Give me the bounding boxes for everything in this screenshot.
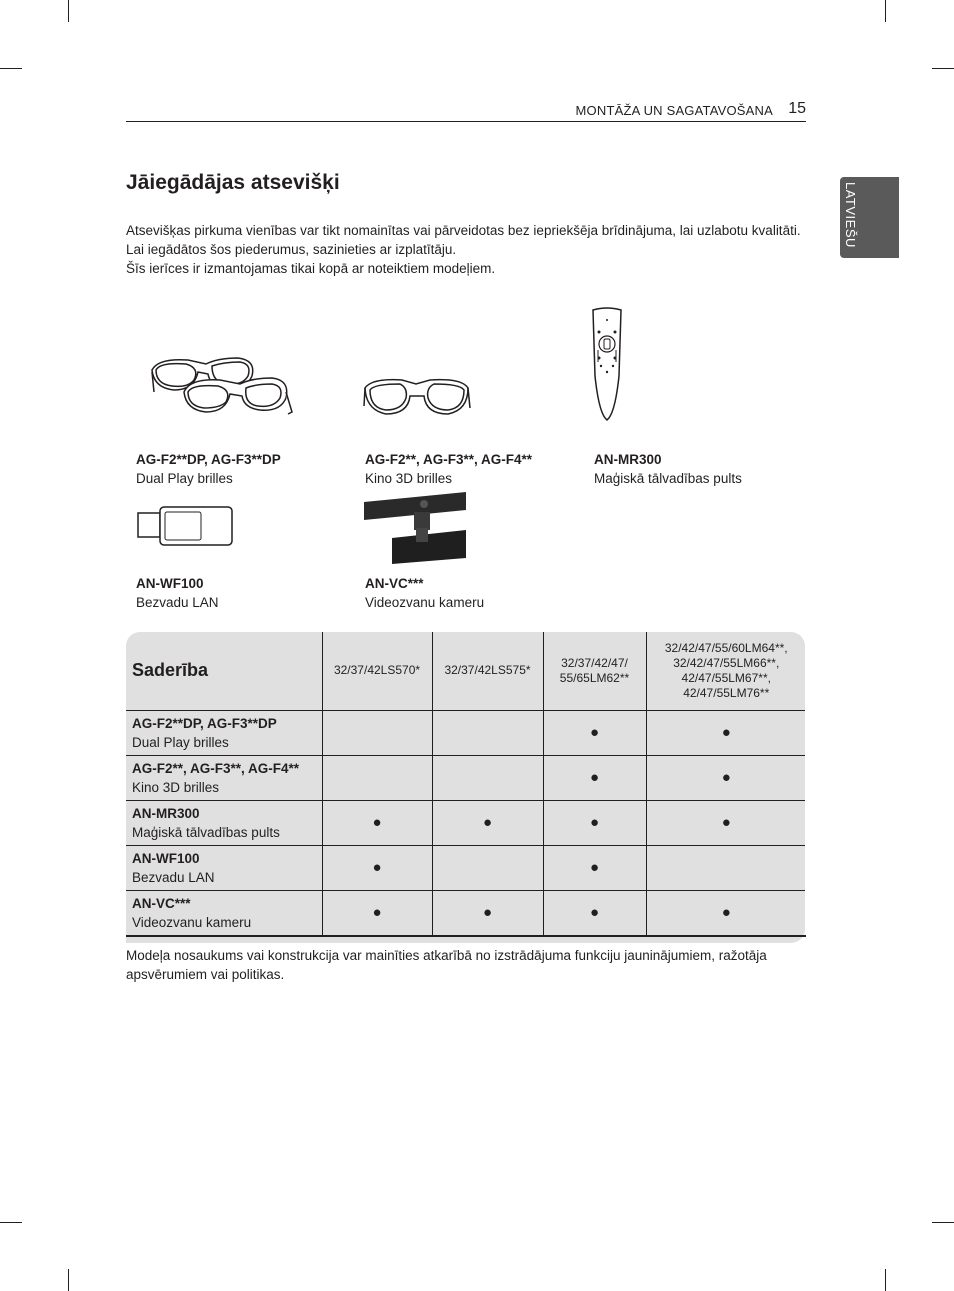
- cinema-3d-glasses-icon: [362, 376, 472, 426]
- page-number: 15: [788, 100, 806, 117]
- crop-mark: [885, 0, 886, 22]
- compatible-dot: ●: [322, 890, 432, 935]
- wireless-lan-dongle-icon: [137, 505, 234, 547]
- empty-cell: [322, 710, 432, 755]
- compatible-dot: ●: [432, 800, 543, 845]
- crop-mark: [0, 68, 22, 69]
- row-name: Dual Play brilles: [132, 734, 229, 750]
- accessory-name: Videozvanu kameru: [365, 595, 485, 610]
- crop-mark: [68, 1269, 69, 1291]
- row-code: AN-MR300: [132, 805, 200, 821]
- row-label: [126, 800, 322, 845]
- intro-text: [126, 221, 806, 278]
- accessory-code: AG-F2**, AG-F3**, AG-F4**: [365, 452, 533, 467]
- page-title: Jāiegādājas atsevišķi: [126, 171, 340, 194]
- accessory-caption: [136, 450, 281, 488]
- crop-mark: [68, 0, 69, 22]
- section-title: MONTĀŽA UN SAGATAVOŠANA: [575, 103, 773, 118]
- compatible-dot: ●: [543, 755, 646, 800]
- row-code: AG-F2**DP, AG-F3**DP: [132, 715, 277, 731]
- crop-mark: [0, 1222, 22, 1223]
- page-header: [126, 100, 806, 122]
- compatible-dot: ●: [543, 890, 646, 935]
- intro-paragraph: Lai iegādātos šos piederumus, sazinieties ar izplatītāju.: [126, 242, 457, 257]
- accessory-code: AG-F2**DP, AG-F3**DP: [136, 452, 281, 467]
- crop-mark: [932, 1222, 954, 1223]
- empty-cell: [646, 845, 805, 890]
- empty-cell: [432, 845, 543, 890]
- magic-remote-icon: [589, 306, 625, 422]
- accessory-caption: [136, 574, 219, 612]
- language-tab-label: LATVIEŠU: [843, 182, 858, 248]
- compatible-dot: ●: [543, 800, 646, 845]
- empty-cell: [432, 755, 543, 800]
- dual-play-glasses-icon: [148, 352, 293, 427]
- accessory-code: AN-VC***: [365, 576, 424, 591]
- accessory-name: Kino 3D brilles: [365, 471, 453, 486]
- table-row: [126, 710, 805, 755]
- row-label: [126, 755, 322, 800]
- empty-cell: [322, 755, 432, 800]
- model-header: 32/37/42LS575*: [432, 632, 543, 710]
- accessory-name: Maģiskā tālvadības pults: [594, 471, 742, 486]
- accessory-code: AN-WF100: [136, 576, 204, 591]
- model-header: 32/42/47/55/60LM64**, 32/42/47/55LM66**, 42/47/55LM67**, 42/47/55LM76**: [646, 632, 805, 710]
- row-name: Maģiskā tālvadības pults: [132, 824, 280, 840]
- compatibility-table: [126, 632, 805, 943]
- table-row: [126, 800, 805, 845]
- language-tab: [840, 177, 899, 258]
- row-code: AN-VC***: [132, 895, 191, 911]
- table-row: [126, 845, 805, 890]
- intro-paragraph: Šīs ierīces ir izmantojamas tikai kopā ar noteiktiem modeļiem.: [126, 261, 496, 276]
- table-bottom-rule: [126, 935, 806, 937]
- compatibility-heading: Saderība: [126, 632, 322, 710]
- accessory-caption: [594, 450, 742, 488]
- intro-paragraph: Atsevišķas pirkuma vienības var tikt nomainītas vai pārveidotas bez iepriekšēja brīdinājuma, lai uzlabotu kvalitāti.: [126, 223, 801, 238]
- accessory-caption: [365, 450, 532, 488]
- compatible-dot: ●: [646, 890, 805, 935]
- row-label: [126, 890, 322, 935]
- row-name: Bezvadu LAN: [132, 869, 215, 885]
- empty-cell: [432, 710, 543, 755]
- accessory-caption: [365, 574, 484, 612]
- accessory-name: Dual Play brilles: [136, 471, 233, 486]
- compatible-dot: ●: [543, 845, 646, 890]
- accessory-name: Bezvadu LAN: [136, 595, 219, 610]
- compatible-dot: ●: [646, 800, 805, 845]
- row-code: AG-F2**, AG-F3**, AG-F4**: [132, 760, 300, 776]
- compatible-dot: ●: [322, 800, 432, 845]
- compatible-dot: ●: [543, 710, 646, 755]
- compatible-dot: ●: [432, 890, 543, 935]
- row-code: AN-WF100: [132, 850, 200, 866]
- compatible-dot: ●: [322, 845, 432, 890]
- crop-mark: [932, 68, 954, 69]
- footnote: Modeļa nosaukums vai konstrukcija var mainīties atkarībā no izstrādājuma funkciju jauninājumiem, ražotāja apsvērumiem vai politikas.: [126, 948, 767, 982]
- table-row: [126, 755, 805, 800]
- video-call-camera-icon: [362, 488, 468, 566]
- model-header: 32/37/42LS570*: [322, 632, 432, 710]
- row-name: Videozvanu kameru: [132, 914, 252, 930]
- model-header: 32/37/42/47/ 55/65LM62**: [543, 632, 646, 710]
- accessory-code: AN-MR300: [594, 452, 662, 467]
- compatible-dot: ●: [646, 710, 805, 755]
- compatible-dot: ●: [646, 755, 805, 800]
- table-row: [126, 890, 805, 935]
- row-label: [126, 845, 322, 890]
- row-label: [126, 710, 322, 755]
- row-name: Kino 3D brilles: [132, 779, 220, 795]
- crop-mark: [885, 1269, 886, 1291]
